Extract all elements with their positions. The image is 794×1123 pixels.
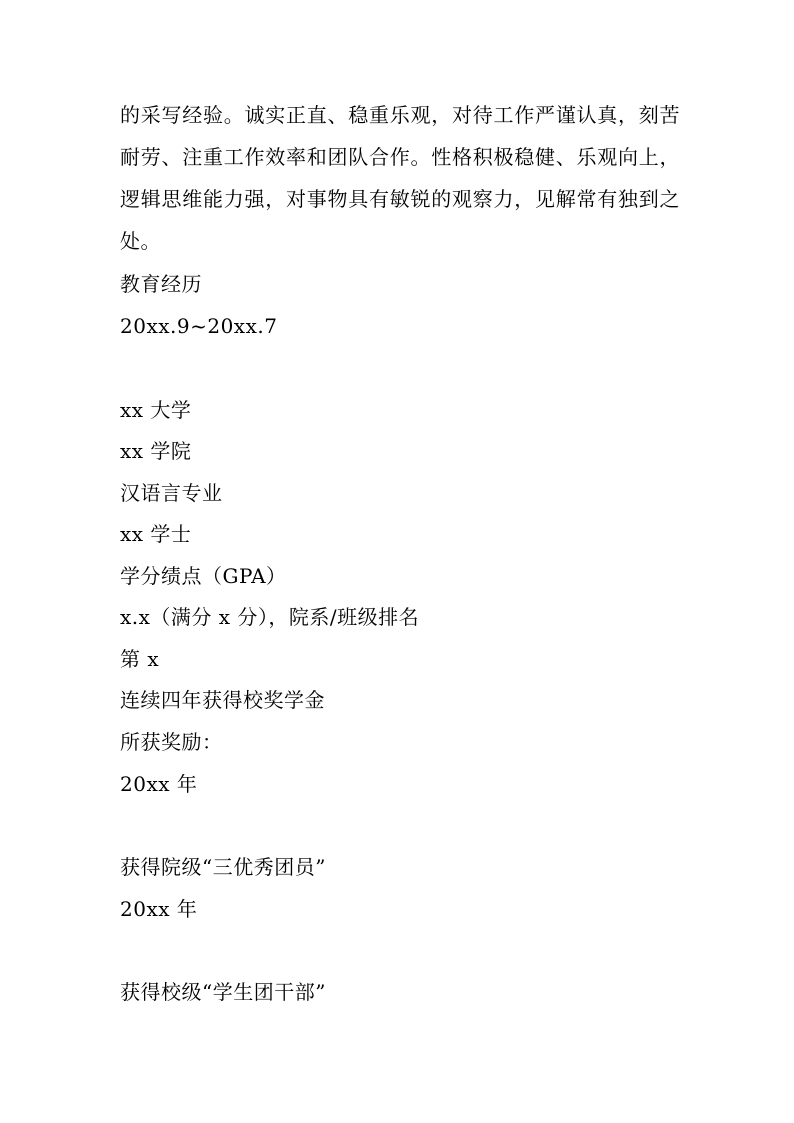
education-heading: 教育经历 — [120, 272, 202, 296]
major-name: 汉语言专业 — [120, 481, 223, 505]
university-name: xx 大学 — [120, 398, 192, 422]
college-name: xx 学院 — [120, 439, 192, 463]
degree-name: xx 学士 — [120, 522, 192, 546]
award-year: 20xx 年 — [120, 897, 198, 921]
gpa-label: 学分绩点（GPA） — [120, 564, 287, 588]
education-period: 20xx.9~20xx.7 — [120, 314, 278, 338]
gpa-value: x.x（满分 x 分），院系/班级排名 — [120, 605, 420, 629]
award-year: 20xx 年 — [120, 772, 198, 796]
class-rank: 第 x — [120, 647, 160, 671]
award-title: 获得校级“学生团干部” — [120, 980, 326, 1004]
summary-paragraph: 的采写经验。诚实正直、稳重乐观，对待工作严谨认真，刻苦耐劳、注重工作效率和团队合作。性格积极稳健、乐观向上，逻辑思维能力强，对事物具有敏锐的观察力，见解常有独到之处。 — [120, 103, 680, 253]
award-title: 获得院级“三优秀团员” — [120, 855, 326, 879]
awards-heading: 所获奖励： — [120, 730, 223, 754]
scholarship-note: 连续四年获得校奖学金 — [120, 688, 325, 712]
